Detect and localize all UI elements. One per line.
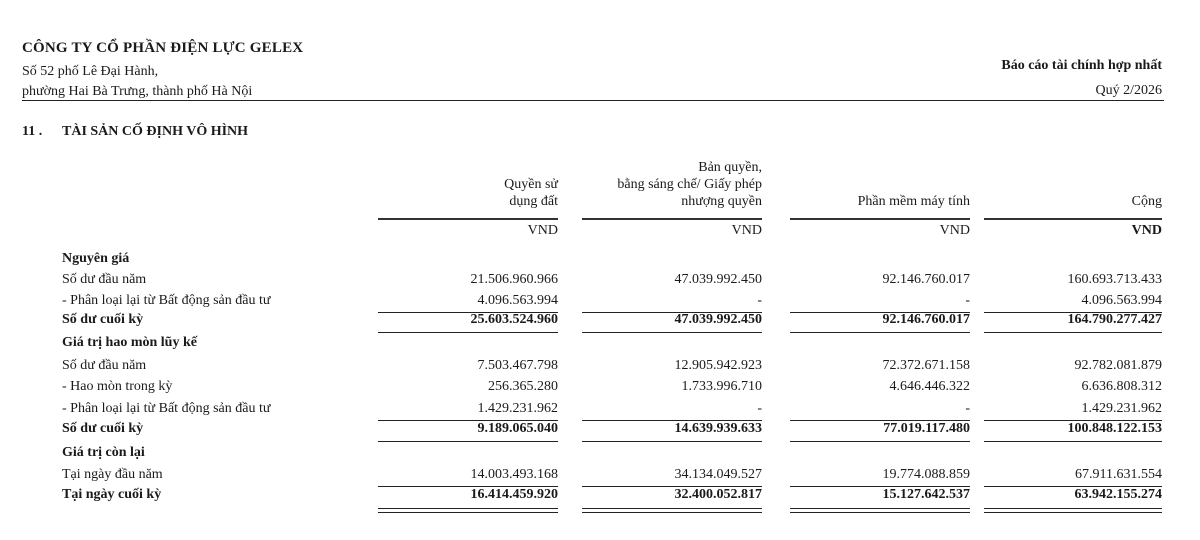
- row-value: 47.039.992.450: [674, 272, 762, 287]
- section-number: 11 .: [22, 124, 43, 139]
- row-value: 9.189.065.040: [477, 421, 558, 436]
- table-row: [62, 335, 1164, 356]
- row-value: 92.146.760.017: [882, 312, 970, 327]
- table-row: [62, 421, 1164, 442]
- header-divider: [22, 100, 1164, 101]
- section-title: TÀI SẢN CỐ ĐỊNH VÔ HÌNH: [62, 124, 249, 139]
- column-unit: VND: [731, 223, 762, 238]
- table-row: [62, 312, 1164, 333]
- row-value: 1.733.996.710: [681, 379, 762, 394]
- table-row: [62, 487, 1164, 508]
- row-value: 92.782.081.879: [1074, 358, 1162, 373]
- grand-total-double-rule: [582, 508, 762, 513]
- row-value: 72.372.671.158: [882, 358, 970, 373]
- column-header-2: [617, 159, 762, 210]
- table-row: [62, 293, 1164, 314]
- column-unit: VND: [939, 223, 970, 238]
- table-row: [62, 467, 1164, 488]
- row-value: 7.503.467.798: [477, 358, 558, 373]
- row-value: 1.429.231.962: [1081, 401, 1162, 416]
- address-line-2: phường Hai Bà Trưng, thành phố Hà Nội: [22, 84, 253, 99]
- row-value: 67.911.631.554: [1075, 467, 1162, 482]
- section-heading: [22, 124, 248, 140]
- row-value: 21.506.960.966: [470, 272, 558, 287]
- row-label: Tại ngày cuối kỳ: [62, 487, 162, 502]
- table-row: [62, 379, 1164, 400]
- row-value: 34.134.049.527: [674, 467, 762, 482]
- report-title: Báo cáo tài chính hợp nhất: [1001, 58, 1162, 73]
- row-value: 14.639.939.633: [674, 421, 762, 436]
- column-header-rule: [790, 218, 970, 220]
- total-rule: [582, 441, 762, 442]
- row-label: Số dư cuối kỳ: [62, 312, 144, 327]
- row-value: 25.603.524.960: [470, 312, 558, 327]
- column-header-line: nhượng quyền: [681, 194, 762, 209]
- row-value: 14.003.493.168: [470, 467, 558, 482]
- total-rule: [790, 441, 970, 442]
- row-value: 1.429.231.962: [477, 401, 558, 416]
- row-value: -: [757, 293, 762, 308]
- row-value: -: [965, 293, 970, 308]
- address-line-1: Số 52 phố Lê Đại Hành,: [22, 64, 159, 79]
- total-rule: [378, 441, 558, 442]
- column-header-line: Quyền sử: [504, 177, 558, 192]
- row-label: Tại ngày đầu năm: [62, 467, 163, 482]
- column-header-4: [1132, 193, 1162, 210]
- row-value: 164.790.277.427: [1067, 312, 1162, 327]
- table-row: [62, 445, 1164, 466]
- row-value: 15.127.642.537: [882, 487, 970, 502]
- row-value: 16.414.459.920: [470, 487, 558, 502]
- column-header-1: [504, 176, 558, 210]
- row-label: Nguyên giá: [62, 251, 130, 266]
- grand-total-double-rule: [984, 508, 1162, 513]
- report-period: Quý 2/2026: [1095, 83, 1162, 98]
- column-header-line: bằng sáng chế/ Giấy phép: [617, 177, 762, 192]
- column-header-rule: [378, 218, 558, 220]
- company-name: CÔNG TY CỔ PHẦN ĐIỆN LỰC GELEX: [22, 40, 304, 56]
- row-value: 92.146.760.017: [882, 272, 970, 287]
- row-value: -: [757, 401, 762, 416]
- row-label: - Hao mòn trong kỳ: [62, 379, 173, 394]
- row-label: Giá trị hao mòn lũy kế: [62, 335, 197, 350]
- total-rule: [790, 332, 970, 333]
- row-value: 4.646.446.322: [889, 379, 970, 394]
- table-row: [62, 401, 1164, 422]
- column-header-line: Bản quyền,: [698, 160, 762, 175]
- column-unit: VND: [1131, 223, 1162, 238]
- row-value: 100.848.122.153: [1067, 421, 1162, 436]
- column-header-3: [858, 193, 970, 210]
- column-header-rule: [582, 218, 762, 220]
- row-label: Số dư đầu năm: [62, 272, 147, 287]
- row-value: 4.096.563.994: [477, 293, 558, 308]
- total-rule: [582, 332, 762, 333]
- row-value: 12.905.942.923: [674, 358, 762, 373]
- row-value: 256.365.280: [488, 379, 558, 394]
- grand-total-double-rule: [790, 508, 970, 513]
- column-header-line: Phần mềm máy tính: [857, 194, 970, 209]
- row-value: 19.774.088.859: [882, 467, 970, 482]
- total-rule: [378, 332, 558, 333]
- row-value: 47.039.992.450: [674, 312, 762, 327]
- row-label: - Phân loại lại từ Bất động sản đầu tư: [62, 401, 271, 416]
- row-value: 63.942.155.274: [1074, 487, 1162, 502]
- row-label: Số dư cuối kỳ: [62, 421, 144, 436]
- row-value: 160.693.713.433: [1067, 272, 1162, 287]
- column-header-line: Cộng: [1131, 194, 1162, 209]
- row-label: Giá trị còn lại: [62, 445, 145, 460]
- row-value: -: [965, 401, 970, 416]
- table-row: [62, 251, 1164, 272]
- table-row: [62, 358, 1164, 379]
- grand-total-double-rule: [378, 508, 558, 513]
- row-label: - Phân loại lại từ Bất động sản đầu tư: [62, 293, 271, 308]
- row-value: 32.400.052.817: [674, 487, 762, 502]
- row-label: Số dư đầu năm: [62, 358, 147, 373]
- total-rule: [984, 441, 1162, 442]
- column-header-line: dụng đất: [509, 194, 558, 209]
- row-value: 6.636.808.312: [1081, 379, 1162, 394]
- column-header-rule: [984, 218, 1162, 220]
- table-row: [62, 272, 1164, 293]
- column-unit: VND: [527, 223, 558, 238]
- total-rule: [984, 332, 1162, 333]
- row-value: 4.096.563.994: [1081, 293, 1162, 308]
- row-value: 77.019.117.480: [883, 421, 970, 436]
